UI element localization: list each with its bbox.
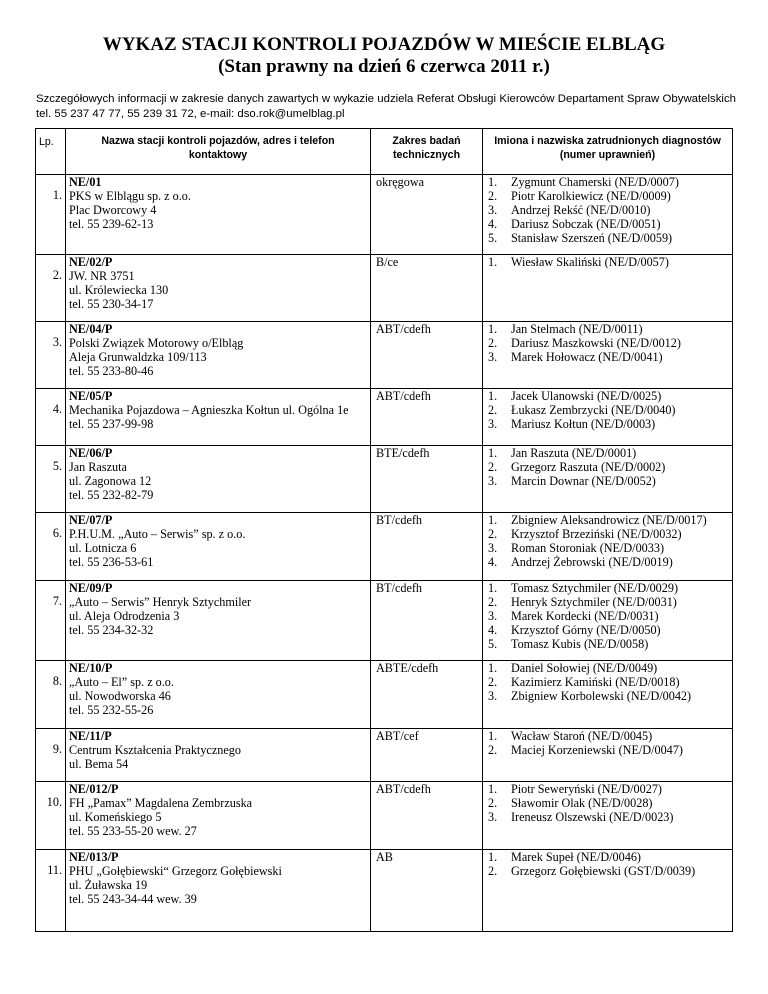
station-cell — [66, 581, 371, 661]
diagnosticians-cell — [483, 389, 733, 446]
list-item-number: 2. — [488, 336, 498, 350]
list-item-number: 1. — [488, 322, 498, 336]
diagnostician-name: Grzegorz Gołębiewski (GST/D/0039) — [511, 864, 696, 878]
station-detail-line: „Auto – El” sp. z o.o. — [69, 675, 174, 689]
row-number: 11. — [36, 850, 66, 932]
station-detail-line: ul. Zagonowa 12 — [69, 474, 152, 488]
diagnostician-name: Kazimierz Kamiński (NE/D/0018) — [511, 675, 680, 689]
list-item-number: 3. — [488, 810, 498, 824]
list-item — [488, 541, 732, 555]
list-item-number: 4. — [488, 217, 498, 231]
list-item — [488, 729, 732, 743]
list-item-number: 1. — [488, 175, 498, 189]
diagnostician-name: Dariusz Maszkowski (NE/D/0012) — [511, 336, 681, 350]
list-item — [488, 189, 732, 203]
column-header-diagnosticians: Imiona i nazwiska zatrudnionych diagnostów (numer uprawnień) — [483, 129, 733, 175]
list-item-number: 3. — [488, 689, 498, 703]
diagnostician-name: Grzegorz Raszuta (NE/D/0002) — [511, 460, 666, 474]
list-item-number: 2. — [488, 595, 498, 609]
list-item — [488, 513, 732, 527]
list-item — [488, 850, 732, 864]
list-item-number: 2. — [488, 189, 498, 203]
column-header-lp: Lp. — [36, 129, 66, 175]
diagnosticians-list — [488, 389, 732, 431]
list-item — [488, 609, 732, 623]
station-detail-line: tel. 55 239-62-13 — [69, 217, 154, 231]
diagnosticians-list — [488, 850, 732, 878]
station-detail-line: ul. Nowodworska 46 — [69, 689, 171, 703]
list-item-number: 1. — [488, 729, 498, 743]
station-detail-line: tel. 55 233-55-20 wew. 27 — [69, 824, 197, 838]
station-cell — [66, 850, 371, 932]
diagnostician-name: Tomasz Kubis (NE/D/0058) — [511, 637, 649, 651]
row-number: 4. — [36, 389, 66, 446]
table-row — [36, 661, 733, 729]
scope-cell: B/ce — [371, 255, 483, 322]
list-item-number: 2. — [488, 796, 498, 810]
diagnostician-name: Marek Hołowacz (NE/D/0041) — [511, 350, 663, 364]
station-detail-line: tel. 55 234-32-32 — [69, 623, 154, 637]
station-detail-line: ul. Królewiecka 130 — [69, 283, 169, 297]
list-item — [488, 527, 732, 541]
station-detail-line: FH „Pamax” Magdalena Zembrzuska — [69, 796, 253, 810]
station-code: NE/05/P — [69, 389, 113, 403]
diagnostician-name: Henryk Sztychmiler (NE/D/0031) — [511, 595, 677, 609]
list-item-number: 2. — [488, 743, 498, 757]
diagnosticians-cell — [483, 446, 733, 513]
stations-table — [35, 128, 733, 932]
diagnostician-name: Zbigniew Korbolewski (NE/D/0042) — [511, 689, 692, 703]
diagnostician-name: Marek Supeł (NE/D/0046) — [511, 850, 641, 864]
diagnosticians-list — [488, 255, 732, 269]
scope-cell: ABTE/cdefh — [371, 661, 483, 729]
station-detail-line: ul. Bema 54 — [69, 757, 129, 771]
scope-cell: okręgowa — [371, 175, 483, 255]
list-item-number: 3. — [488, 350, 498, 364]
station-detail-line: tel. 55 243-34-44 wew. 39 — [69, 892, 197, 906]
list-item-number: 1. — [488, 255, 498, 269]
diagnostician-name: Krzysztof Górny (NE/D/0050) — [511, 623, 661, 637]
list-item — [488, 623, 732, 637]
list-item — [488, 796, 732, 810]
station-code: NE/06/P — [69, 446, 113, 460]
list-item-number: 1. — [488, 513, 498, 527]
table-row — [36, 729, 733, 782]
table-row — [36, 513, 733, 581]
list-item-number: 1. — [488, 389, 498, 403]
list-item — [488, 389, 732, 403]
table-body — [36, 175, 733, 932]
station-code: NE/11/P — [69, 729, 112, 743]
station-detail-line: tel. 55 230-34-17 — [69, 297, 154, 311]
list-item — [488, 474, 732, 488]
station-detail-line: tel. 55 237-99-98 — [69, 417, 154, 431]
table-header-row — [36, 129, 733, 175]
list-item-number: 1. — [488, 661, 498, 675]
station-code: NE/10/P — [69, 661, 113, 675]
diagnostician-name: Zbigniew Aleksandrowicz (NE/D/0017) — [511, 513, 707, 527]
diagnostician-name: Roman Storoniak (NE/D/0033) — [511, 541, 665, 555]
station-detail-line: tel. 55 232-55-26 — [69, 703, 154, 717]
diagnostician-name: Jan Raszuta (NE/D/0001) — [511, 446, 637, 460]
station-cell — [66, 513, 371, 581]
list-item-number: 5. — [488, 637, 498, 651]
diagnostician-name: Stanisław Szerszeń (NE/D/0059) — [511, 231, 673, 245]
station-cell — [66, 322, 371, 389]
list-item — [488, 203, 732, 217]
diagnostician-name: Wiesław Skaliński (NE/D/0057) — [511, 255, 669, 269]
diagnosticians-cell — [483, 513, 733, 581]
row-number: 10. — [36, 782, 66, 850]
scope-cell: BT/cdefh — [371, 581, 483, 661]
diagnosticians-cell — [483, 255, 733, 322]
list-item-number: 3. — [488, 609, 498, 623]
row-number: 9. — [36, 729, 66, 782]
diagnosticians-cell — [483, 729, 733, 782]
diagnostician-name: Tomasz Sztychmiler (NE/D/0029) — [511, 581, 679, 595]
station-detail-line: ul. Żuławska 19 — [69, 878, 148, 892]
diagnostician-name: Marek Kordecki (NE/D/0031) — [511, 609, 659, 623]
station-code: NE/012/P — [69, 782, 119, 796]
list-item — [488, 417, 732, 431]
scope-cell: ABT/cdefh — [371, 389, 483, 446]
diagnostician-name: Zygmunt Chamerski (NE/D/0007) — [511, 175, 679, 189]
diagnostician-name: Piotr Karolkiewicz (NE/D/0009) — [511, 189, 671, 203]
list-item-number: 1. — [488, 581, 498, 595]
diagnostician-name: Wacław Staroń (NE/D/0045) — [511, 729, 653, 743]
station-detail-line: PKS w Elblągu sp. z o.o. — [69, 189, 191, 203]
list-item-number: 1. — [488, 850, 498, 864]
list-item — [488, 460, 732, 474]
station-detail-line: PHU „Gołębiewski“ Grzegorz Gołębiewski — [69, 864, 282, 878]
station-detail-line: Polski Związek Motorowy o/Elbląg — [69, 336, 244, 350]
scope-cell: BT/cdefh — [371, 513, 483, 581]
list-item — [488, 689, 732, 703]
list-item — [488, 595, 732, 609]
station-detail-line: Mechanika Pojazdowa – Agnieszka Kołtun ul. Ogólna 1e — [69, 403, 349, 417]
station-cell — [66, 255, 371, 322]
document-subtitle: (Stan prawny na dzień 6 czerwca 2011 r.) — [218, 56, 550, 77]
list-item — [488, 661, 732, 675]
row-number: 7. — [36, 581, 66, 661]
diagnosticians-cell — [483, 661, 733, 729]
diagnostician-name: Marcin Downar (NE/D/0052) — [511, 474, 656, 488]
station-cell — [66, 661, 371, 729]
scope-cell: ABT/cdefh — [371, 782, 483, 850]
station-detail-line: „Auto – Serwis” Henryk Sztychmiler — [69, 595, 252, 609]
table-row — [36, 581, 733, 661]
list-item — [488, 217, 732, 231]
diagnostician-name: Piotr Seweryński (NE/D/0027) — [511, 782, 662, 796]
column-header-station: Nazwa stacji kontroli pojazdów, adres i telefon kontaktowy — [66, 129, 371, 175]
table-row — [36, 389, 733, 446]
list-item-number: 2. — [488, 864, 498, 878]
row-number: 6. — [36, 513, 66, 581]
list-item-number: 5. — [488, 231, 498, 245]
list-item — [488, 782, 732, 796]
diagnosticians-list — [488, 661, 732, 703]
list-item — [488, 255, 732, 269]
list-item — [488, 446, 732, 460]
diagnosticians-cell — [483, 850, 733, 932]
list-item — [488, 810, 732, 824]
diagnosticians-cell — [483, 581, 733, 661]
scope-cell: BTE/cdefh — [371, 446, 483, 513]
table-row — [36, 782, 733, 850]
list-item — [488, 231, 732, 245]
diagnosticians-list — [488, 513, 732, 569]
diagnostician-name: Maciej Korzeniewski (NE/D/0047) — [511, 743, 683, 757]
station-detail-line: tel. 55 233-80-46 — [69, 364, 154, 378]
station-detail-line: ul. Lotnicza 6 — [69, 541, 137, 555]
list-item — [488, 175, 732, 189]
station-cell — [66, 389, 371, 446]
table-row — [36, 322, 733, 389]
list-item-number: 4. — [488, 555, 498, 569]
diagnostician-name: Andrzej Rekść (NE/D/0010) — [511, 203, 651, 217]
station-detail-line: JW. NR 3751 — [69, 269, 135, 283]
station-code: NE/09/P — [69, 581, 113, 595]
diagnosticians-list — [488, 729, 732, 757]
diagnosticians-cell — [483, 782, 733, 850]
intro-paragraph: Szczegółowych informacji w zakresie danych zawartych w wykazie udziela Referat Obsługi Kierowców Departament Spraw Obywatelskich tel. 55 237 47 77, 55 239 31 72, e-mail: dso.rok@umelblag.pl — [36, 93, 736, 120]
list-item-number: 4. — [488, 623, 498, 637]
table-row — [36, 446, 733, 513]
diagnostician-name: Mariusz Kołtun (NE/D/0003) — [511, 417, 656, 431]
table-row — [36, 255, 733, 322]
diagnosticians-list — [488, 446, 732, 488]
station-detail-line: Jan Raszuta — [69, 460, 127, 474]
row-number: 3. — [36, 322, 66, 389]
diagnosticians-list — [488, 175, 732, 245]
diagnosticians-cell — [483, 322, 733, 389]
list-item-number: 2. — [488, 403, 498, 417]
diagnosticians-list — [488, 782, 732, 824]
station-detail-line: tel. 55 236-53-61 — [69, 555, 154, 569]
list-item — [488, 743, 732, 757]
list-item — [488, 350, 732, 364]
table-row — [36, 175, 733, 255]
station-detail-line: Plac Dworcowy 4 — [69, 203, 157, 217]
diagnosticians-list — [488, 581, 732, 651]
diagnosticians-cell — [483, 175, 733, 255]
station-code: NE/01 — [69, 175, 102, 189]
document-title: WYKAZ STACJI KONTROLI POJAZDÓW W MIEŚCIE ELBLĄG — [102, 34, 666, 55]
list-item-number: 1. — [488, 782, 498, 796]
list-item-number: 2. — [488, 527, 498, 541]
diagnostician-name: Andrzej Żebrowski (NE/D/0019) — [511, 555, 673, 569]
diagnostician-name: Krzysztof Brzeziński (NE/D/0032) — [511, 527, 682, 541]
station-detail-line: Centrum Kształcenia Praktycznego — [69, 743, 241, 757]
row-number: 8. — [36, 661, 66, 729]
diagnostician-name: Łukasz Zembrzycki (NE/D/0040) — [511, 403, 676, 417]
list-item-number: 3. — [488, 203, 498, 217]
diagnosticians-list — [488, 322, 732, 364]
station-detail-line: ul. Aleja Odrodzenia 3 — [69, 609, 180, 623]
list-item-number: 2. — [488, 675, 498, 689]
list-item — [488, 581, 732, 595]
row-number: 2. — [36, 255, 66, 322]
diagnostician-name: Jan Stelmach (NE/D/0011) — [511, 322, 643, 336]
station-detail-line: Aleja Grunwaldzka 109/113 — [69, 350, 207, 364]
station-cell — [66, 729, 371, 782]
list-item — [488, 675, 732, 689]
list-item-number: 1. — [488, 446, 498, 460]
table-row — [36, 850, 733, 932]
station-detail-line: tel. 55 232-82-79 — [69, 488, 154, 502]
list-item-number: 3. — [488, 474, 498, 488]
station-detail-line: P.H.U.M. „Auto – Serwis” sp. z o.o. — [69, 527, 246, 541]
diagnostician-name: Ireneusz Olszewski (NE/D/0023) — [511, 810, 674, 824]
list-item-number: 3. — [488, 541, 498, 555]
station-code: NE/013/P — [69, 850, 119, 864]
list-item — [488, 336, 732, 350]
station-detail-line: ul. Komeńskiego 5 — [69, 810, 162, 824]
scope-cell: AB — [371, 850, 483, 932]
diagnostician-name: Dariusz Sobczak (NE/D/0051) — [511, 217, 661, 231]
station-code: NE/07/P — [69, 513, 113, 527]
station-cell — [66, 175, 371, 255]
row-number: 1. — [36, 175, 66, 255]
list-item — [488, 637, 732, 651]
list-item — [488, 322, 732, 336]
diagnostician-name: Sławomir Olak (NE/D/0028) — [511, 796, 653, 810]
station-code: NE/04/P — [69, 322, 113, 336]
list-item-number: 2. — [488, 460, 498, 474]
column-header-scope: Zakres badań technicznych — [371, 129, 483, 175]
list-item-number: 3. — [488, 417, 498, 431]
row-number: 5. — [36, 446, 66, 513]
station-code: NE/02/P — [69, 255, 113, 269]
list-item — [488, 864, 732, 878]
diagnostician-name: Jacek Ulanowski (NE/D/0025) — [511, 389, 662, 403]
station-cell — [66, 446, 371, 513]
station-cell — [66, 782, 371, 850]
scope-cell: ABT/cef — [371, 729, 483, 782]
scope-cell: ABT/cdefh — [371, 322, 483, 389]
list-item — [488, 403, 732, 417]
diagnostician-name: Daniel Sołowiej (NE/D/0049) — [511, 661, 658, 675]
list-item — [488, 555, 732, 569]
